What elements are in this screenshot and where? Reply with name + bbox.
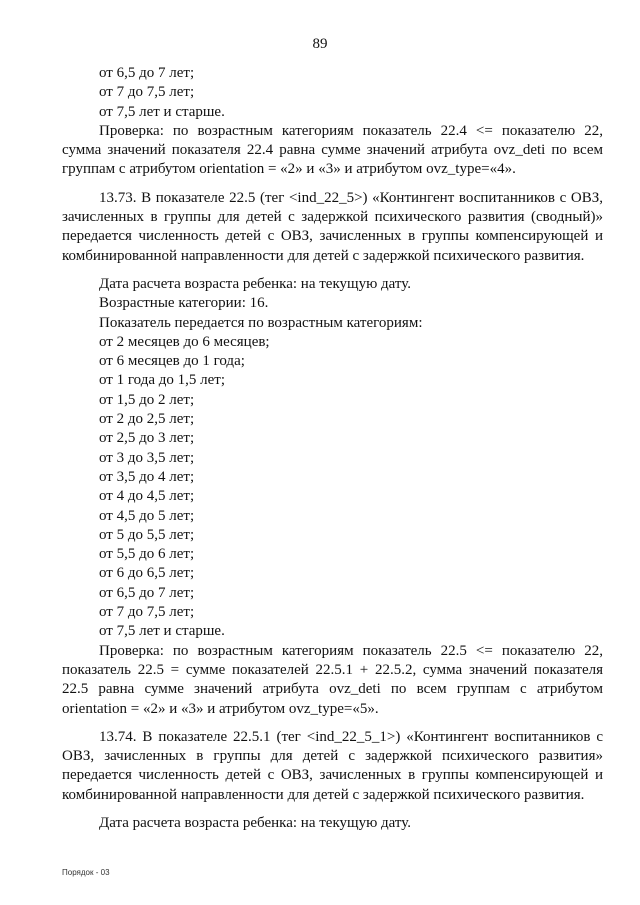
page-number: 89: [312, 36, 328, 52]
footer-label: Порядок - 03: [62, 868, 110, 877]
age-line: от 1 года до 1,5 лет;: [99, 372, 225, 389]
age-line: от 4,5 до 5 лет;: [99, 507, 195, 524]
age-line: от 2,5 до 3 лет;: [99, 430, 195, 447]
age-line: от 7,5 лет и старше.: [99, 103, 225, 120]
age-line: от 6,5 до 7 лет;: [99, 65, 195, 81]
age-line: от 7 до 7,5 лет;: [99, 604, 195, 621]
section-13-74-paragraph: 13.74. В показателе 22.5.1 (тег <ind_22_5_1>) «Контингент воспитанников с ОВЗ, зачисленных в группы для детей с задержкой психического развития» передается численность детей с ОВЗ, зачисленных в группы компенсирующей и комбинированной направленности для детей с задержкой психического развития.: [62, 728, 603, 803]
age-date-line: Дата расчета возраста ребенка: на текущую дату.: [99, 814, 412, 831]
check-paragraph: Проверка: по возрастным категориям показатель 22.4 <= показателю 22, сумма значений показателя 22.4 равна сумме значений атрибута ovz_deti по всем группам с атрибутом orientation = «2» и «3» и атрибутом ovz_type=«4».: [62, 122, 603, 178]
age-line: от 5,5 до 6 лет;: [99, 546, 195, 563]
age-line: от 2 месяцев до 6 месяцев;: [99, 333, 270, 350]
categories-intro-line: Показатель передается по возрастным категориям:: [99, 314, 423, 331]
age-line: от 4 до 4,5 лет;: [99, 488, 195, 505]
age-line: от 3,5 до 4 лет;: [99, 468, 195, 485]
age-line: от 7,5 лет и старше.: [99, 623, 225, 640]
age-line: от 6,5 до 7 лет;: [99, 584, 195, 601]
age-line: от 6 месяцев до 1 года;: [99, 353, 245, 370]
age-line: от 2 до 2,5 лет;: [99, 411, 195, 428]
age-line: от 7 до 7,5 лет;: [99, 84, 195, 101]
age-date-line: Дата расчета возраста ребенка: на текущую дату.: [99, 275, 412, 292]
age-line: от 6 до 6,5 лет;: [99, 565, 195, 582]
age-line: от 3 до 3,5 лет;: [99, 449, 195, 466]
check-paragraph: Проверка: по возрастным категориям показатель 22.5 <= показателю 22, показатель 22.5 = сумме показателей 22.5.1 + 22.5.2, сумма значений показателя 22.5 равна сумме значений атрибута ovz_deti по всем группам с атрибутом orientation = «2» и «3» и атрибутом ovz_type=«5».: [62, 642, 603, 717]
age-line: от 5 до 5,5 лет;: [99, 526, 195, 543]
document-body: [62, 64, 603, 833]
categories-count-line: Возрастные категории: 16.: [99, 295, 269, 312]
section-13-73-paragraph: 13.73. В показателе 22.5 (тег <ind_22_5>) «Контингент воспитанников с ОВЗ, зачисленных в группы для детей с задержкой психического развития (сводный)» передается численность детей с ОВЗ, зачисленных в группы компенсирующей и комбинированной направленности для детей с задержкой психического развития.: [62, 189, 603, 264]
age-line: от 1,5 до 2 лет;: [99, 391, 195, 408]
